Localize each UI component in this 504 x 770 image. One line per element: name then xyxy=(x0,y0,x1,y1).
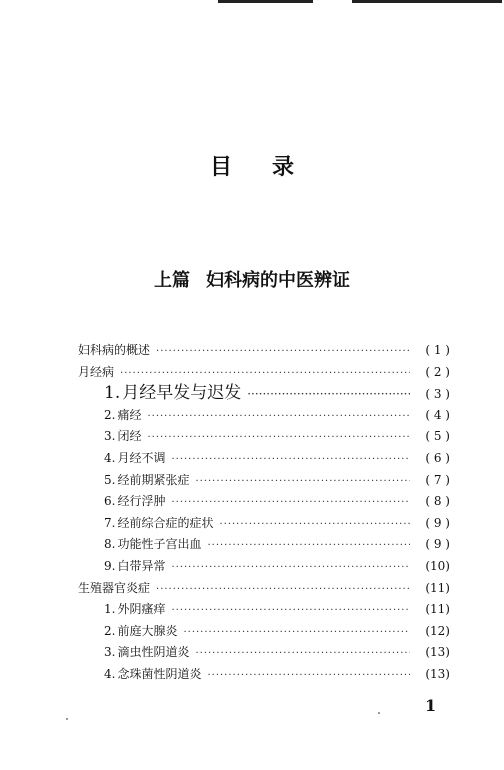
scan-speck xyxy=(66,718,68,720)
toc-entry-label: 月经早发与迟发 xyxy=(122,383,242,404)
toc-entry xyxy=(78,383,450,405)
toc-entry-number: 2. xyxy=(104,623,116,638)
toc-entry-page: ( 2 ) xyxy=(425,364,450,379)
toc-entry xyxy=(78,491,450,513)
toc-entry xyxy=(78,426,450,448)
toc-entry xyxy=(78,578,450,600)
toc-entry-label: 功能性子宫出血 xyxy=(117,537,202,552)
toc-entry xyxy=(78,340,450,362)
dot-leader xyxy=(156,579,410,601)
toc-entry-page: ( 9 ) xyxy=(425,515,450,530)
toc-entry xyxy=(78,621,450,643)
toc-entry-page: ( 4 ) xyxy=(425,407,450,422)
dot-leader xyxy=(219,514,410,536)
toc-entry-page: (12) xyxy=(425,623,450,638)
toc-entry-label: 月经不调 xyxy=(117,450,166,465)
part-label: 上篇 xyxy=(154,270,190,291)
toc-entry-label: 月经病 xyxy=(78,364,115,379)
toc-entry xyxy=(78,642,450,664)
dot-leader xyxy=(171,449,410,471)
toc-entry-number: 3. xyxy=(104,429,116,444)
toc-entry-number: 5. xyxy=(104,472,116,487)
toc-entry xyxy=(78,556,450,578)
dot-leader xyxy=(195,471,410,493)
dot-leader xyxy=(247,384,410,406)
table-of-contents xyxy=(78,340,450,686)
toc-entry-number: 7. xyxy=(104,515,116,530)
toc-entry-label: 经前期紧张症 xyxy=(117,472,190,487)
toc-entry-page: ( 3 ) xyxy=(425,387,450,402)
toc-entry-page: (10) xyxy=(425,558,450,573)
top-edge-rule xyxy=(352,0,502,3)
toc-entry-page: ( 9 ) xyxy=(425,537,450,552)
toc-entry-page: (11) xyxy=(425,580,450,595)
toc-entry-number: 4. xyxy=(104,450,116,465)
toc-entry-page: ( 6 ) xyxy=(425,450,450,465)
toc-entry-label: 妇科病的概述 xyxy=(78,343,151,357)
dot-leader xyxy=(171,492,410,514)
toc-entry-page: ( 8 ) xyxy=(425,494,450,509)
toc-entry xyxy=(78,362,450,384)
toc-entry-label: 前庭大腺炎 xyxy=(117,623,178,638)
toc-entry xyxy=(78,534,450,556)
toc-entry-page: (11) xyxy=(425,602,450,617)
toc-entry xyxy=(78,664,450,686)
part-heading xyxy=(0,266,504,292)
dot-leader xyxy=(156,341,410,363)
toc-entry-page: ( 1 ) xyxy=(425,343,450,357)
toc-entry xyxy=(78,599,450,621)
toc-entry-label: 念珠菌性阴道炎 xyxy=(117,666,202,681)
toc-entry-number: 1. xyxy=(104,383,121,404)
toc-entry xyxy=(78,513,450,535)
dot-leader xyxy=(147,406,410,428)
toc-entry xyxy=(78,470,450,492)
dot-leader xyxy=(195,643,410,665)
part-name: 妇科病的中医辨证 xyxy=(206,270,350,291)
toc-entry-page: ( 7 ) xyxy=(425,472,450,487)
dot-leader xyxy=(120,363,410,385)
toc-title xyxy=(0,150,504,181)
toc-entry-number: 2. xyxy=(104,407,116,422)
toc-entry-page: ( 5 ) xyxy=(425,429,450,444)
toc-entry-number: 8. xyxy=(104,537,116,552)
top-edge-rule xyxy=(218,0,313,3)
toc-entry-label: 外阴瘙痒 xyxy=(117,602,166,617)
dot-leader xyxy=(207,665,410,687)
toc-entry-number: 9. xyxy=(104,558,116,573)
toc-entry-label: 经行浮肿 xyxy=(117,494,166,509)
dot-leader xyxy=(171,557,410,579)
toc-entry-label: 经前综合症的症状 xyxy=(117,515,214,530)
dot-leader xyxy=(207,535,410,557)
toc-title-char-1: 目 xyxy=(209,155,232,180)
page-number: 1 xyxy=(425,696,437,715)
dot-leader xyxy=(171,600,410,622)
toc-entry-number: 1. xyxy=(104,602,116,617)
toc-entry-label: 白带异常 xyxy=(117,558,166,573)
toc-entry xyxy=(78,405,450,427)
toc-entry-label: 闭经 xyxy=(117,429,142,444)
toc-entry-label: 滴虫性阴道炎 xyxy=(117,645,190,660)
toc-entry xyxy=(78,448,450,470)
toc-title-char-2: 录 xyxy=(272,155,295,180)
dot-leader xyxy=(147,427,410,449)
toc-entry-number: 3. xyxy=(104,645,116,660)
scan-speck xyxy=(378,712,380,714)
toc-entry-page: (13) xyxy=(425,666,450,681)
toc-entry-label: 生殖器官炎症 xyxy=(78,580,151,595)
toc-entry-label: 痛经 xyxy=(117,407,142,422)
toc-entry-page: (13) xyxy=(425,645,450,660)
toc-entry-number: 6. xyxy=(104,494,116,509)
dot-leader xyxy=(183,622,410,644)
toc-entry-number: 4. xyxy=(104,666,116,681)
